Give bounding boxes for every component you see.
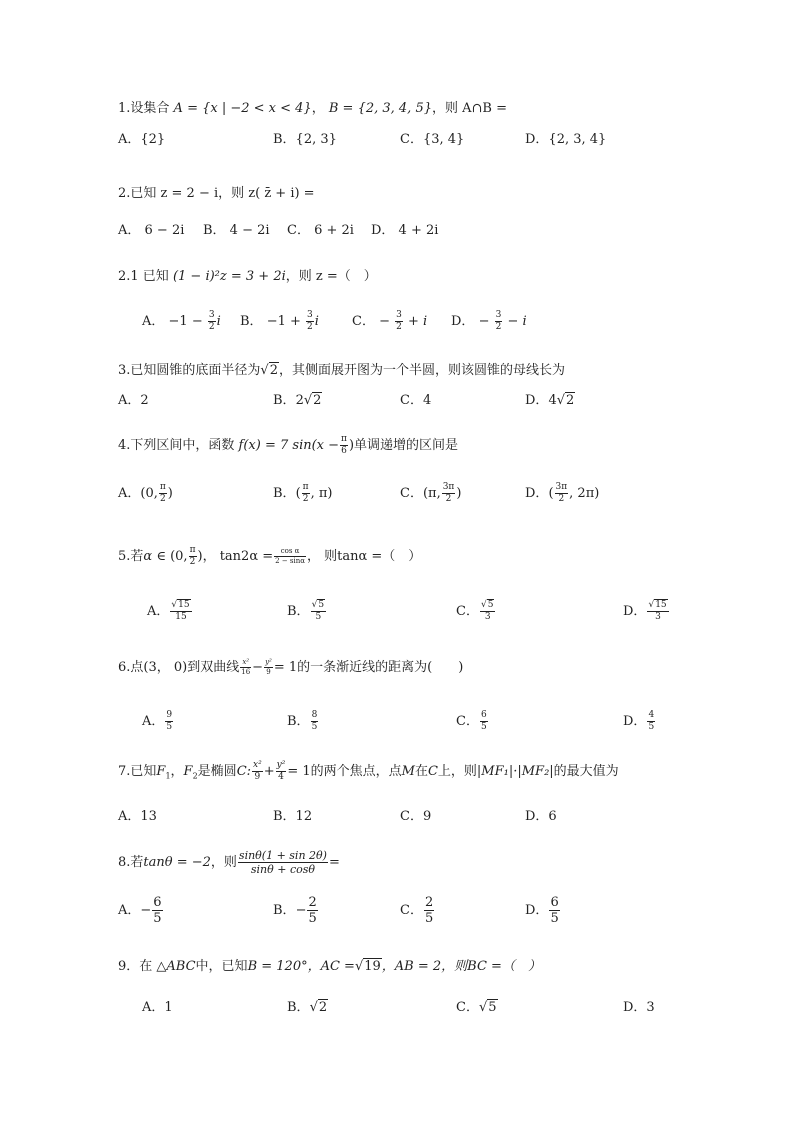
question-2 xyxy=(118,182,315,201)
q3-option-b[interactable]: B．2√2 xyxy=(273,393,322,408)
question-4: 4.下列区间中，函数 f(x) = 7 sin(x − $\frac{\pi}{6}$ )单调递增的区间是 xyxy=(118,434,459,456)
q1-sep: ， xyxy=(311,101,325,116)
q7-option-a[interactable]: A．13 xyxy=(118,809,157,824)
question-8: 8.若tanθ = −2，则 $\frac{\sin\theta(1 + \sin 2\theta)}{\sin\theta + \cos\theta}$ = xyxy=(118,849,340,876)
q7-text-a: 7.已知 xyxy=(118,764,157,779)
q8-option-b[interactable]: B．− $\frac{2}{5}$ xyxy=(273,895,317,926)
q5-option-b[interactable]: B． $\frac{√5}{5}$ xyxy=(287,600,325,622)
q6-y-fraction: $\frac{\text{y²}}{9}$ xyxy=(265,658,272,676)
q2-options xyxy=(0,219,794,243)
q5-option-a[interactable]: A． $\frac{√15}{15}$ xyxy=(147,600,190,622)
q9-option-b[interactable]: B．√2 xyxy=(287,1000,328,1015)
q4-option-d[interactable]: D．( $\frac{3\pi}{2}$ , 2π) xyxy=(525,482,600,504)
q8-options xyxy=(0,896,794,926)
q2-option-b[interactable]: B． 4 − 2i xyxy=(203,223,270,238)
q5-prefix: 5.若 xyxy=(118,549,144,564)
q4-options xyxy=(0,482,794,512)
sqrt-19: √19 xyxy=(354,959,381,974)
q4-option-c[interactable]: C．(π, $\frac{3\pi}{2}$ ) xyxy=(400,482,462,504)
q4-text-a: 4.下列区间中，函数 xyxy=(118,438,235,453)
question-7: 7.已知$F_1$，$F_2$是椭圆C: $\frac{\text{x²}}{9}$ + $\frac{\text{y²}}{4}$ = 1的两个焦点，点M在C上，则|MF₁|·|MF₂|的最大值为 xyxy=(118,760,619,782)
q2-1-expr: (1 − i)²z = 3 + 2i xyxy=(172,269,286,284)
question-5: 5.若α ∈ (0, $\frac{\pi}{2}$ )， tan2α = $\frac{\text{cos α}}{2 - \sin\alpha}$ ， 则tanα =（ ） xyxy=(118,545,422,567)
question-1 xyxy=(118,97,507,116)
q3-text-a: 3.已知圆锥的底面半径为 xyxy=(118,363,261,378)
q4-text-b: 单调递增的区间是 xyxy=(354,438,459,453)
q6-option-c[interactable]: C． $\frac{6}{5}$ xyxy=(456,710,487,732)
q7-y-fraction: $\frac{\text{y²}}{4}$ xyxy=(276,760,286,782)
q9-option-d[interactable]: D．3 xyxy=(623,1000,655,1015)
q3-option-c[interactable]: C．4 xyxy=(400,393,432,408)
q6-options xyxy=(0,710,794,738)
q5-options xyxy=(0,600,794,628)
q1-option-a[interactable]: A．{2} xyxy=(118,132,166,147)
q5-option-c[interactable]: C． $\frac{√5}{3}$ xyxy=(456,600,494,622)
q5-fraction: $\frac{\text{cos α}}{2 - \sin\alpha}$ xyxy=(275,547,305,565)
q1-set-b: B = {2, 3, 4, 5} xyxy=(328,101,432,116)
q7-options xyxy=(0,805,794,829)
q1-set-a: A = {x | −2 < x < 4} xyxy=(173,101,312,116)
q1-options xyxy=(0,128,794,152)
q8-option-d[interactable]: D． $\frac{6}{5}$ xyxy=(525,895,559,926)
q2-1-prefix: 2.1 已知 xyxy=(118,269,169,284)
q3-option-a[interactable]: A．2 xyxy=(118,393,149,408)
q3-text-b: ，其侧面展开图为一个半圆，则该圆锥的母线长为 xyxy=(278,363,565,378)
q2-1-ask: ，则 z =（ ） xyxy=(285,269,377,284)
q4-fraction: $\frac{\pi}{6}$ xyxy=(341,434,347,456)
q4-func: f(x) = 7 sin(x − xyxy=(238,438,340,453)
q5-option-d[interactable]: D． $\frac{√15}{3}$ xyxy=(623,600,667,622)
q1-ask: ，则 A∩B = xyxy=(432,101,507,116)
q4-option-a[interactable]: A．(0, $\frac{\pi}{2}$ ) xyxy=(118,482,173,504)
sqrt-2: √2 xyxy=(260,363,278,378)
q2-option-c[interactable]: C． 6 + 2i xyxy=(287,223,354,238)
q4-option-b[interactable]: B．( $\frac{\pi}{2}$ , π) xyxy=(273,482,333,504)
q1-option-d[interactable]: D．{2, 3, 4} xyxy=(525,132,607,147)
q2-1-option-b[interactable]: B． −1 + $\frac{3}{2}$ i xyxy=(240,310,319,332)
q2-1-option-c[interactable]: C． − $\frac{3}{2}$ + i xyxy=(352,310,428,332)
q1-prefix: 1.设集合 xyxy=(118,101,170,116)
q2-text: 2.已知 z = 2 − i，则 z( z̄ + i) = xyxy=(118,186,315,201)
q3-options xyxy=(0,389,794,413)
q2-option-a[interactable]: A． 6 − 2i xyxy=(118,223,185,238)
q8-fraction: $\frac{\sin\theta(1 + \sin 2\theta)}{\sin\theta + \cos\theta}$ xyxy=(238,849,327,876)
q7-x-fraction: $\frac{\text{x²}}{9}$ xyxy=(253,760,262,782)
q3-option-d[interactable]: D．4√2 xyxy=(525,393,575,408)
q6-x-fraction: $\frac{\text{x²}}{16}$ xyxy=(241,658,251,676)
q6-prefix: 6.点(3， 0)到双曲线 xyxy=(118,660,240,675)
question-2-1 xyxy=(118,265,377,284)
q8-option-c[interactable]: C． $\frac{2}{5}$ xyxy=(400,895,434,926)
q9-option-a[interactable]: A．1 xyxy=(142,1000,173,1015)
q1-option-c[interactable]: C．{3, 4} xyxy=(400,132,465,147)
question-6: 6.点(3， 0)到双曲线 $\frac{\text{x²}}{16}$ − $\frac{\text{y²}}{9}$ = 1的一条渐近线的距离为( ) xyxy=(118,658,464,676)
q1-option-b[interactable]: B．{2, 3} xyxy=(273,132,337,147)
q2-1-options xyxy=(0,310,794,338)
q9-option-c[interactable]: C．√5 xyxy=(456,1000,497,1015)
q6-option-d[interactable]: D． $\frac{4}{5}$ xyxy=(623,710,655,732)
q7-option-b[interactable]: B．12 xyxy=(273,809,313,824)
question-9: 9．在 △ABC中，已知B = 120°，AC =√19，AB = 2，则BC =（ ） xyxy=(118,959,541,974)
q5-pi-over-2: $\frac{\pi}{2}$ xyxy=(189,545,196,567)
q2-option-d[interactable]: D． 4 + 2i xyxy=(371,223,439,238)
q8-text-a: 8.若 xyxy=(118,855,144,870)
q6-option-b[interactable]: B． $\frac{8}{5}$ xyxy=(287,710,318,732)
q7-option-d[interactable]: D．6 xyxy=(525,809,557,824)
q2-1-option-a[interactable]: A． −1 − $\frac{3}{2}$ i xyxy=(142,310,221,332)
question-3 xyxy=(118,359,565,378)
q7-option-c[interactable]: C．9 xyxy=(400,809,432,824)
q9-text-a: 9．在 △ xyxy=(118,959,167,974)
q6-option-a[interactable]: A． $\frac{9}{5}$ xyxy=(142,710,173,732)
q8-option-a[interactable]: A．− $\frac{6}{5}$ xyxy=(118,895,162,926)
q2-1-option-d[interactable]: D． − $\frac{3}{2}$ − i xyxy=(451,310,527,332)
q9-options xyxy=(0,996,794,1020)
